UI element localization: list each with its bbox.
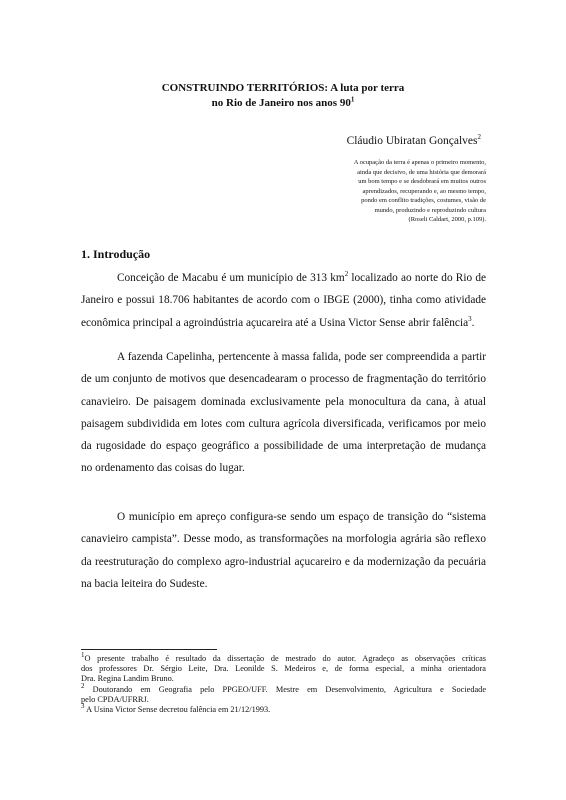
footnote-number: 2 [81,681,85,690]
title-text-1: CONSTRUINDO TERRITÓRIOS: A luta por terra [161,82,405,94]
epigraph-line: pondo em conflito tradições, costumes, visão de [361,197,486,204]
footnote-line [81,702,486,715]
paragraph-line: paisagem subdividida em lotes com cultura agrícola diversificada, verificamos por meio [81,417,486,430]
footnotes [81,651,486,715]
epigraph-line: ainda que decisivo, de uma história que demorará [357,168,486,176]
footnote-number: 3 [81,702,85,711]
paragraph-3 [81,506,486,595]
p1-text-c: econômica principal a agroindústria açucareira até a Usina Victor Sense abrir falência [81,316,469,329]
footnote-line: Dra. Regina Landim Bruno. [81,674,174,684]
footnote-text: A Usina Victor Sense decretou falência em 21/12/1993. [84,705,271,715]
footnote-text: Doutorando em Geografia pelo PPGEO/UFF. Mestre em Desenvolvimento, Agricultura e Sociedade [84,684,486,694]
paragraph-line: na bacia leiteira do Sudeste. [81,577,208,590]
epigraph-line: aprendizados, recuperando e, ao mesmo tempo, [362,187,486,195]
footnote-number: 1 [81,651,85,660]
footnote-3 [81,702,486,715]
footnote-2 [81,681,486,705]
paragraph-line: O município em apreço configura-se sendo um espaço de transição do “sistema [117,511,486,523]
title-footnote-marker: 1 [350,95,355,104]
epigraph-line: A ocupação da terra é apenas o primeiro momento, [353,159,486,166]
paragraph-line [81,267,486,289]
section-heading: 1. Introdução [81,247,151,261]
paragraph-line: Janeiro e possui 18.706 habitantes de acordo com o IBGE (2000), tinha como atividade [81,294,486,307]
epigraph-line: um bom tempo e se desdobrará em muitos outros [358,178,486,185]
paragraph-line: no ordenamento das coisas do lugar. [81,462,245,475]
title-text-2: no Rio de Janeiro nos anos 90 [211,97,351,109]
author-line [347,135,481,147]
paragraph-1 [81,267,486,334]
footnote-line: dos professores Dr. Sérgio Leite, Dra. Leonilde S. Medeiros e, de forma especial, a minha orientadora [81,664,486,674]
paragraph-line: da reestruturação do complexo agro-industrial açucareiro e da modernização da pecuária [81,555,486,568]
author-footnote-marker: 2 [477,133,481,142]
footnote-line: pelo CPDA/UFRRJ. [81,694,149,704]
footnote-text: O presente trabalho é resultado da dissertação de mestrado do autor. Agradeço as observações críticas [84,654,486,663]
paragraph-line: de um conjunto de motivos que desencadearam o processo de fragmentação do território [81,373,486,386]
footnote-1 [81,651,486,685]
p1-text-a: Conceição de Macabu é um município de 313 km [117,272,345,284]
paper-title-line-1 [0,81,566,96]
footnote-marker-3: 3 [468,314,472,323]
author-name: Cláudio Ubiratan Gonçalves [346,135,478,147]
paper-title-line-2 [0,96,566,111]
paragraph-line: da rugosidade do espaço geográfico a possibilidade de uma interpretação de mudança [81,440,486,453]
epigraph-citation: (Roseli Caldart, 2000, p.109). [408,216,486,223]
paragraph-line: canavieiro. De paisagem dominada exclusivamente pela monocultura da cana, à atual [81,395,486,408]
paragraph-line [81,312,486,334]
superscript-2: 2 [344,270,349,279]
paragraph-2 [81,346,486,480]
epigraph-line: mundo, produzindo e reproduzindo cultura [374,206,486,214]
epigraph [318,158,486,225]
footnote-separator [81,649,217,650]
footnote-line [81,681,486,695]
p1-text-b: localizado ao norte do Rio de [348,272,486,284]
p1-text-d: . [471,316,475,329]
paragraph-line: canavieiro campista”. Desse modo, as transformações na morfologia agrária são reflexo [81,533,486,546]
footnote-line [81,651,486,664]
paragraph-line: A fazenda Capelinha, pertencente à massa falida, pode ser compreendida a partir [117,351,486,363]
